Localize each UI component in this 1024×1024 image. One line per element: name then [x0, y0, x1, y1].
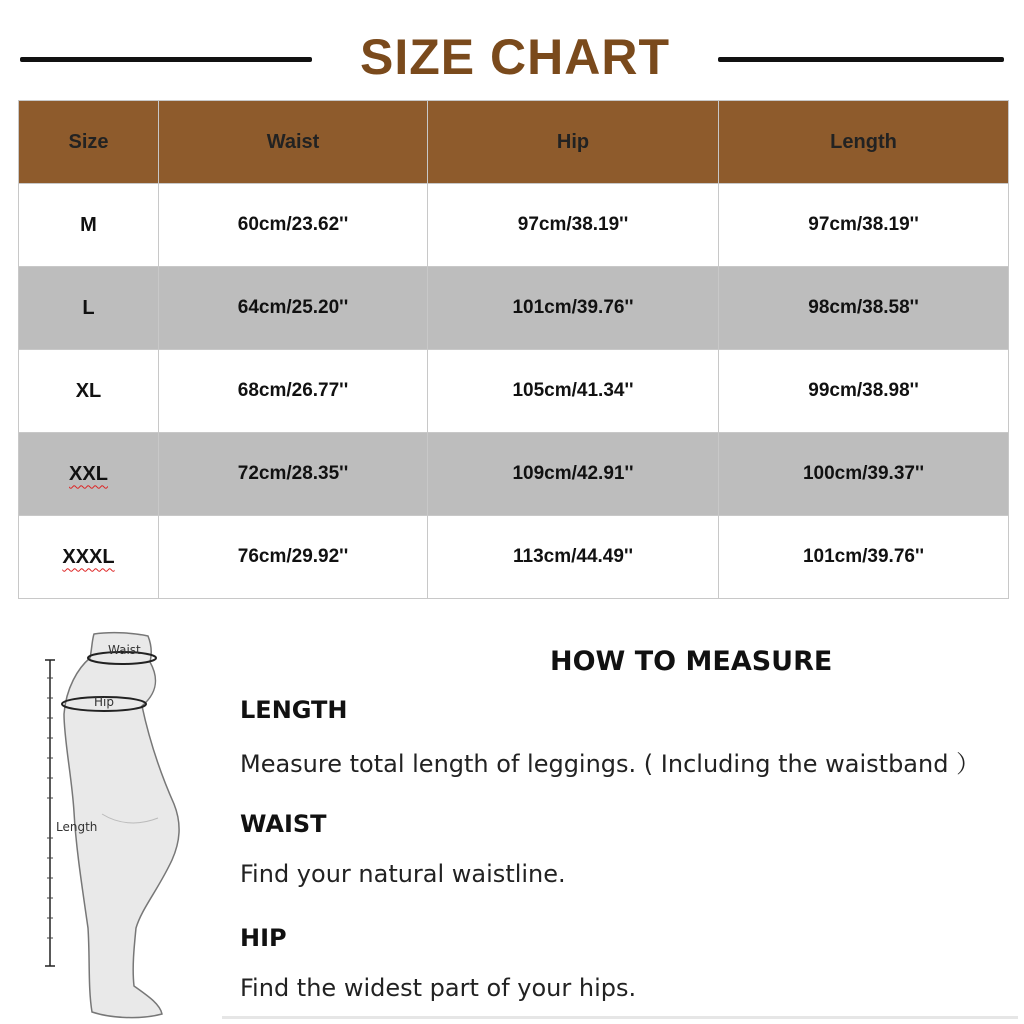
- leggings-figure: [30, 628, 220, 1024]
- cell-size: M: [19, 184, 159, 267]
- length-label: Length: [56, 820, 98, 834]
- cell-length: 97cm/38.19'': [719, 184, 1009, 267]
- cell-waist: 60cm/23.62'': [159, 184, 428, 267]
- cell-waist: 68cm/26.77'': [159, 350, 428, 433]
- table-row: [19, 516, 1009, 599]
- cell-hip: 101cm/39.76'': [428, 267, 719, 350]
- cell-waist: 72cm/28.35'': [159, 433, 428, 516]
- how-to-measure-title: HOW TO MEASURE: [550, 646, 833, 677]
- cell-size: [19, 516, 159, 599]
- title-rule-right: [718, 57, 1004, 62]
- bottom-divider: [222, 1016, 1018, 1019]
- cell-length: 99cm/38.98'': [719, 350, 1009, 433]
- hip-text: Find the widest part of your hips.: [240, 974, 637, 1002]
- cell-waist: 76cm/29.92'': [159, 516, 428, 599]
- table-row: [19, 267, 1009, 350]
- table-header-row: [19, 101, 1009, 184]
- cell-waist: 64cm/25.20'': [159, 267, 428, 350]
- page-title: SIZE CHART: [360, 29, 670, 85]
- cell-length: 100cm/39.37'': [719, 433, 1009, 516]
- cell-size: [19, 433, 159, 516]
- waist-label: Waist: [108, 643, 141, 657]
- column-header-length: Length: [719, 101, 1009, 184]
- column-header-size: Size: [19, 101, 159, 184]
- size-label: XXXL: [62, 545, 115, 568]
- column-header-hip: Hip: [428, 101, 719, 184]
- size-label: XXL: [69, 462, 108, 485]
- cell-size: XL: [19, 350, 159, 433]
- cell-hip: 97cm/38.19'': [428, 184, 719, 267]
- column-header-waist: Waist: [159, 101, 428, 184]
- length-text: Measure total length of leggings. ( Including the waistband ）: [240, 750, 981, 778]
- size-table: [18, 100, 1009, 599]
- length-heading: LENGTH: [240, 696, 348, 724]
- cell-length: 98cm/38.58'': [719, 267, 1009, 350]
- table-row: [19, 184, 1009, 267]
- hip-heading: HIP: [240, 924, 287, 952]
- title-rule-left: [20, 57, 312, 62]
- cell-length: 101cm/39.76'': [719, 516, 1009, 599]
- cell-hip: 109cm/42.91'': [428, 433, 719, 516]
- cell-hip: 105cm/41.34'': [428, 350, 719, 433]
- cell-size: L: [19, 267, 159, 350]
- cell-hip: 113cm/44.49'': [428, 516, 719, 599]
- waist-heading: WAIST: [240, 810, 327, 838]
- table-row: [19, 433, 1009, 516]
- hip-label: Hip: [94, 695, 114, 709]
- waist-text: Find your natural waistline.: [240, 860, 566, 888]
- title-bar: [0, 20, 1024, 100]
- table-row: [19, 350, 1009, 433]
